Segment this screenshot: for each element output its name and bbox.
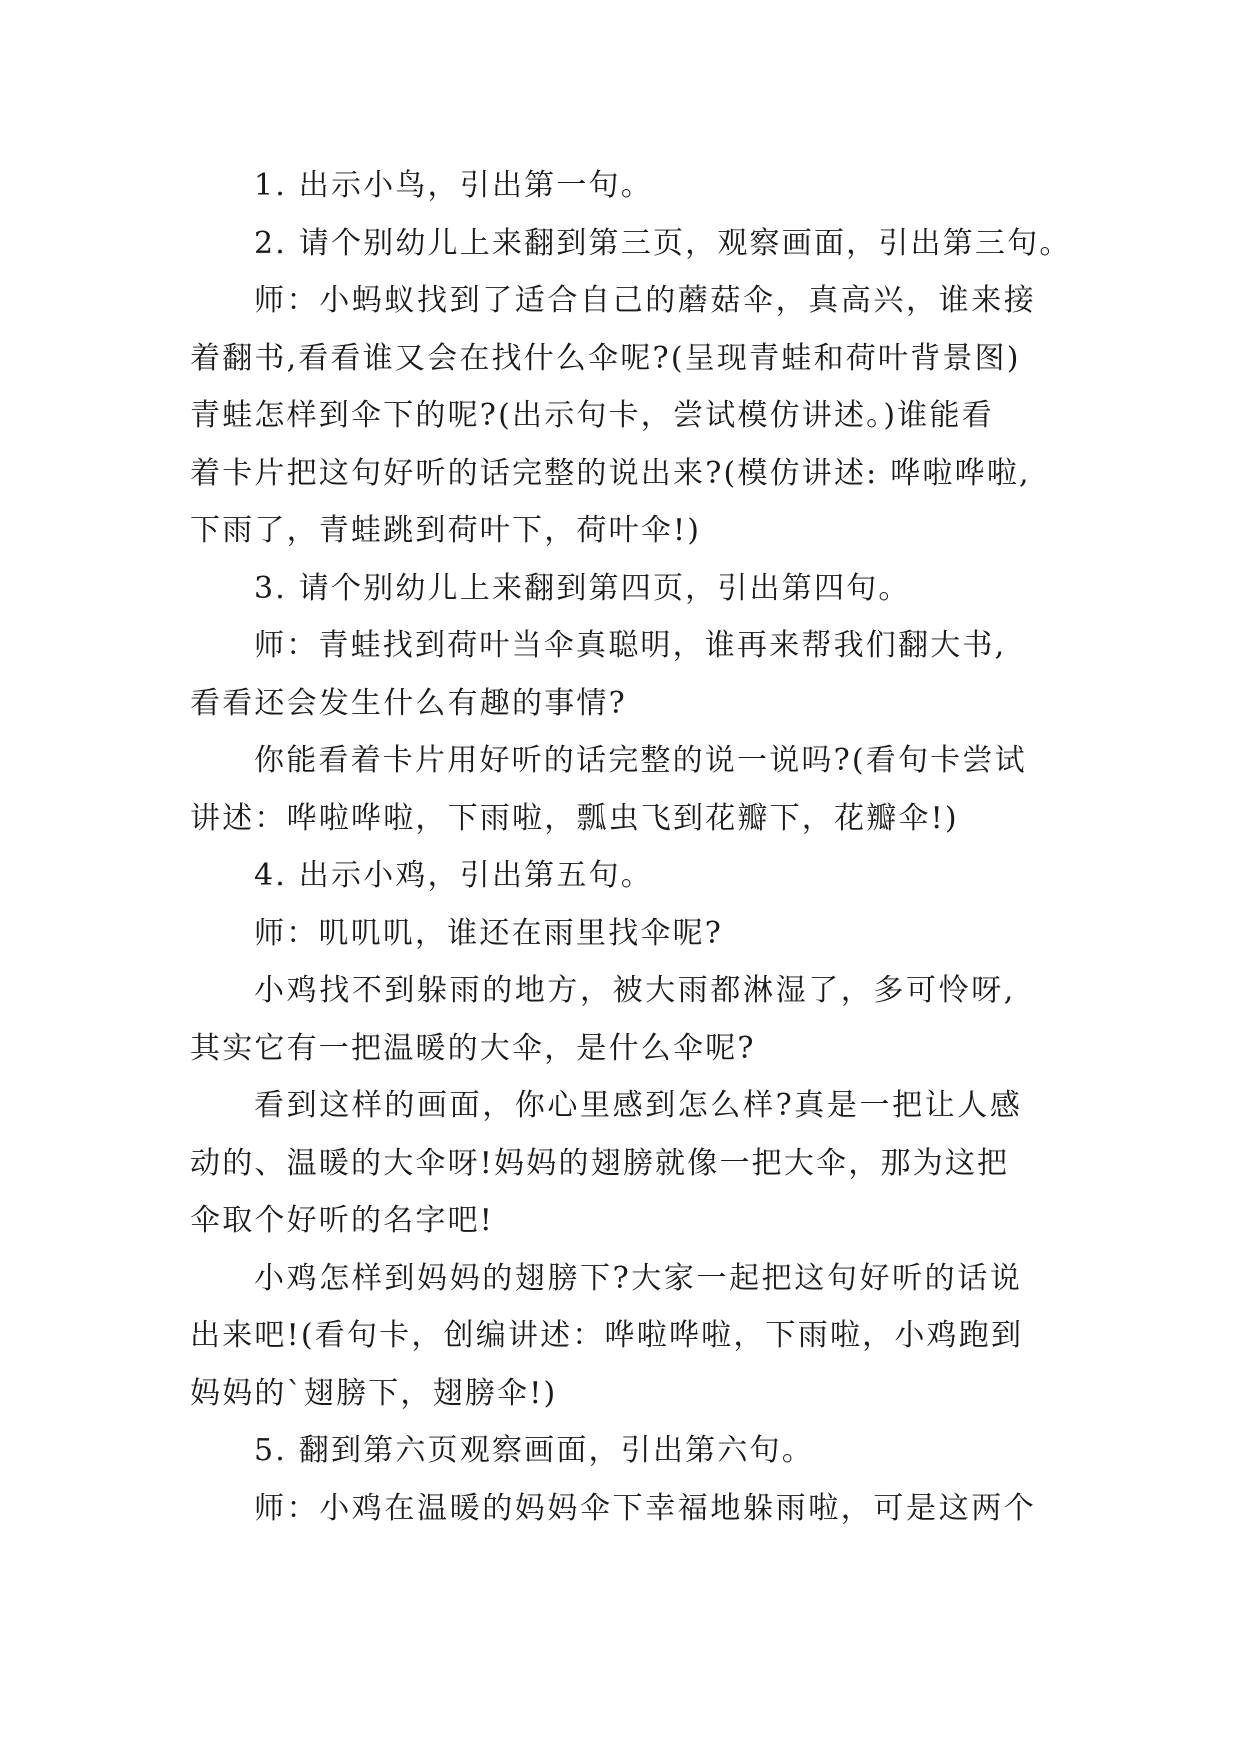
text-line: 3. 请个别幼儿上来翻到第四页，引出第四句。 [254, 570, 911, 606]
text-line: 师：小蚂蚁找到了适合自己的蘑菇伞，真高兴，谁来接 [254, 283, 1037, 318]
text-line: 着卡片把这句好听的话完整的说出来?(模仿讲述: 哗啦哗啦, [190, 455, 1031, 491]
document-body [190, 157, 1072, 1537]
text-line: 看看还会发生什么有趣的事情? [190, 685, 627, 721]
text-line: 师：叽叽叽，谁还在雨里找伞呢? [254, 915, 724, 951]
text-line: 伞取个好听的名字吧! [190, 1203, 495, 1238]
text-line: 小鸡找不到躲雨的地方，被大雨都淋湿了，多可怜呀, [254, 973, 1016, 1008]
text-line: 师：青蛙找到荷叶当伞真聪明，谁再来帮我们翻大书, [254, 628, 1007, 663]
text-line: 4. 出示小鸡，引出第五句。 [254, 858, 653, 893]
text-line: 青蛙怎样到伞下的呢?(出示句卡，尝试模仿讲述。)谁能看 [190, 398, 994, 433]
text-line: 下雨了，青蛙跳到荷叶下，荷叶伞!) [190, 513, 702, 548]
text-line: 1. 出示小鸟，引出第一句。 [254, 168, 653, 203]
text-line: 小鸡怎样到妈妈的翅膀下?大家一起把这句好听的话说 [254, 1260, 1023, 1296]
text-line: 5. 翻到第六页观察画面，引出第六句。 [254, 1433, 814, 1468]
text-line: 师：小鸡在温暖的妈妈伞下幸福地躲雨啦，可是这两个 [254, 1490, 1037, 1526]
text-line: 讲述：哗啦哗啦，下雨啦，瓢虫飞到花瓣下，花瓣伞!) [190, 800, 959, 836]
text-line: 其实它有一把温暖的大伞，是什么伞呢? [190, 1030, 756, 1066]
text-line: 2. 请个别幼儿上来翻到第三页，观察画面，引出第三句。 [254, 225, 1072, 261]
text-line: 动的、温暖的大伞呀!妈妈的翅膀就像一把大伞，那为这把 [190, 1145, 1010, 1181]
text-line: 妈妈的`翅膀下，翅膀伞!) [190, 1375, 558, 1411]
text-line: 着翻书,看看谁又会在找什么伞呢?(呈现青蛙和荷叶背景图) [190, 340, 1021, 376]
text-line: 你能看着卡片用好听的话完整的说一说吗?(看句卡尝试 [254, 743, 1027, 778]
text-line: 出来吧!(看句卡，创编讲述：哗啦哗啦，下雨啦，小鸡跑到 [190, 1318, 1024, 1353]
text-line: 看到这样的画面，你心里感到怎么样?真是一把让人感 [254, 1088, 1023, 1123]
